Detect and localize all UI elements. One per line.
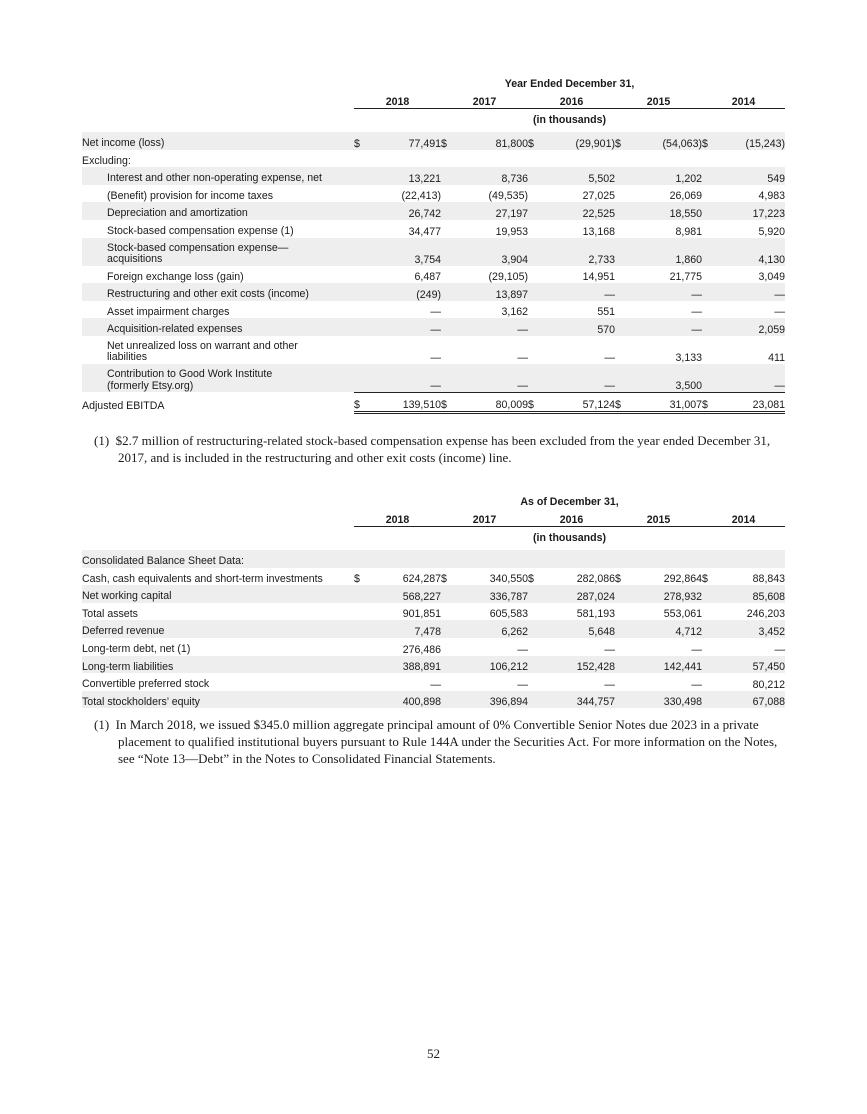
currency-symbol	[528, 603, 540, 621]
cell-value: 292,864	[663, 573, 702, 586]
cell-value: 22,525	[540, 202, 615, 220]
row-label: Consolidated Balance Sheet Data:	[82, 550, 346, 568]
row-label: Stock-based compensation expense— acquisitions	[82, 238, 346, 266]
cell-value: —	[366, 364, 441, 393]
currency-symbol	[615, 620, 627, 638]
cell-value: 3,049	[758, 271, 786, 284]
currency-symbol	[441, 220, 453, 238]
cell-value: 4,130	[714, 238, 785, 266]
row-label: Cash, cash equivalents and short-term investments	[82, 572, 323, 585]
cell-value: 26,069	[669, 190, 702, 203]
currency-symbol	[528, 167, 540, 185]
table-row	[82, 220, 785, 238]
currency-symbol	[615, 336, 627, 364]
row-label: Restructuring and other exit costs (income)	[82, 283, 346, 301]
currency-symbol	[354, 185, 366, 203]
year-header: 2017	[441, 508, 528, 526]
footnote-1	[94, 432, 786, 466]
row-label: Excluding:	[82, 154, 131, 167]
currency-symbol	[354, 301, 366, 319]
currency-symbol	[528, 656, 540, 674]
currency-symbol	[528, 318, 540, 336]
cell-value: 106,212	[453, 656, 528, 674]
cell-value: —	[517, 643, 528, 656]
footnote-marker: (1)	[94, 717, 110, 732]
currency-symbol	[702, 638, 714, 656]
units-label: (in thousands)	[533, 114, 606, 127]
currency-symbol	[615, 266, 627, 284]
cell-value: —	[604, 643, 615, 656]
row-label: Convertible preferred stock	[82, 678, 210, 691]
currency-symbol	[354, 283, 366, 301]
currency-symbol	[702, 167, 714, 185]
currency-symbol	[702, 301, 714, 319]
currency-symbol	[528, 364, 540, 393]
row-label: Foreign exchange loss (gain)	[107, 270, 244, 283]
currency-symbol	[441, 691, 453, 709]
table-row	[82, 673, 785, 691]
currency-symbol	[441, 266, 453, 284]
cell-value: 570	[540, 318, 615, 336]
currency-symbol	[615, 301, 627, 319]
currency-symbol	[354, 318, 366, 336]
cell-value: 139,510	[366, 392, 441, 412]
table-title: Year Ended December 31,	[504, 78, 635, 90]
currency-symbol	[441, 202, 453, 220]
cell-value: 276,486	[402, 643, 441, 656]
cell-value: 21,775	[669, 271, 702, 284]
cell-value: 13,168	[582, 225, 615, 238]
cell-value: (49,535)	[488, 190, 528, 203]
year-header: 2018	[354, 90, 441, 108]
cell-value: 27,025	[582, 190, 615, 203]
currency-symbol	[615, 585, 627, 603]
currency-symbol	[441, 336, 453, 364]
currency-symbol	[528, 550, 540, 568]
cell-value: —	[517, 678, 528, 691]
currency-symbol	[354, 238, 366, 266]
cell-value	[366, 150, 441, 168]
currency-symbol	[354, 150, 366, 168]
cell-value: 246,203	[746, 608, 786, 621]
cell-value: 7,478	[366, 620, 441, 638]
cell-value: —	[430, 351, 441, 364]
currency-symbol	[441, 656, 453, 674]
cell-value: 344,757	[540, 691, 615, 709]
footnote-marker: (1)	[94, 433, 110, 448]
cell-value: —	[714, 283, 785, 301]
cell-value: 388,891	[366, 656, 441, 674]
currency-symbol	[615, 638, 627, 656]
cell-value: —	[604, 678, 615, 691]
currency-symbol	[441, 283, 453, 301]
currency-symbol	[441, 167, 453, 185]
currency-symbol	[615, 202, 627, 220]
currency-symbol: $	[441, 132, 453, 150]
cell-value: 5,920	[758, 225, 786, 238]
footnote-text: In March 2018, we issued $345.0 million aggregate principal amount of 0% Convertible Senior Notes due 2023 in a private placement to qualified institutional buyers pursuant to Rule 144A under the Securities Act. For more information on the Notes, see “Note 13—Debt” in the Notes to Consolidated Financial Statements.	[115, 717, 778, 766]
currency-symbol	[702, 336, 714, 364]
currency-symbol	[354, 603, 366, 621]
cell-value: (15,243)	[714, 132, 785, 150]
cell-value: 1,860	[627, 238, 702, 266]
row-label: (Benefit) provision for income taxes	[107, 189, 274, 202]
table-row	[82, 364, 785, 393]
year-header: 2015	[615, 90, 702, 108]
cell-value: 57,124	[540, 392, 615, 412]
table-row	[82, 568, 785, 586]
currency-symbol	[528, 620, 540, 638]
row-label: Acquisition-related expenses	[82, 318, 346, 336]
currency-symbol	[702, 620, 714, 638]
cell-value: 13,221	[366, 167, 441, 185]
cell-value: 81,800	[453, 132, 528, 150]
currency-symbol: $	[354, 573, 360, 586]
row-label: Long-term debt, net (1)	[82, 643, 191, 656]
table-row	[82, 202, 785, 220]
footnote-text: $2.7 million of restructuring-related stock-based compensation expense has been excluded from the year ended December 31, 2017, and is included in the restructuring and other exit costs (income) line.	[115, 433, 771, 465]
cell-value: 624,287	[402, 573, 441, 586]
cell-value: —	[627, 283, 702, 301]
currency-symbol: $	[615, 573, 621, 586]
cell-value: 340,550	[489, 573, 528, 586]
table-title: As of December 31,	[520, 496, 619, 508]
table-row	[82, 336, 785, 364]
cell-value: 549	[714, 167, 785, 185]
year-header: 2016	[528, 90, 615, 108]
row-label: Adjusted EBITDA	[82, 399, 165, 412]
currency-symbol: $	[354, 392, 366, 412]
currency-symbol	[615, 691, 627, 709]
units-label: (in thousands)	[533, 532, 607, 545]
cell-value: 551	[597, 306, 615, 319]
currency-symbol	[441, 150, 453, 168]
footnote-2	[94, 716, 786, 767]
currency-symbol: $	[354, 132, 366, 150]
currency-symbol	[702, 150, 714, 168]
currency-symbol	[528, 150, 540, 168]
table-row	[82, 620, 785, 638]
cell-value	[627, 550, 702, 568]
row-label: Net unrealized loss on warrant and other liabilities	[107, 339, 298, 364]
cell-value: (54,063)	[627, 132, 702, 150]
cell-value: 5,648	[540, 620, 615, 638]
table-row	[82, 185, 785, 203]
currency-symbol	[528, 220, 540, 238]
currency-symbol	[702, 656, 714, 674]
cell-value	[453, 150, 528, 168]
cell-value: 80,212	[752, 678, 786, 691]
currency-symbol	[354, 220, 366, 238]
currency-symbol	[615, 283, 627, 301]
cell-value: —	[774, 643, 786, 656]
cell-value: 13,897	[453, 283, 528, 301]
table-row	[82, 283, 785, 301]
row-label: Total stockholders’ equity	[82, 691, 346, 709]
currency-symbol	[615, 318, 627, 336]
cell-value: 57,450	[714, 656, 785, 674]
cell-value: 581,193	[576, 608, 615, 621]
currency-symbol	[615, 656, 627, 674]
currency-symbol	[354, 202, 366, 220]
row-label: Net income (loss)	[82, 132, 346, 150]
cell-value: 19,953	[495, 225, 528, 238]
currency-symbol	[702, 364, 714, 393]
cell-value: 34,477	[408, 225, 441, 238]
cell-value: (249)	[366, 283, 441, 301]
currency-symbol: $	[528, 132, 540, 150]
cell-value: —	[627, 318, 702, 336]
row-label: Depreciation and amortization	[82, 202, 346, 220]
currency-symbol	[615, 603, 627, 621]
cell-value: 330,498	[627, 691, 702, 709]
cell-value: 3,452	[714, 620, 785, 638]
cell-value: —	[366, 318, 441, 336]
table-row	[82, 550, 785, 568]
currency-symbol	[615, 673, 627, 691]
year-header: 2018	[354, 508, 441, 526]
cell-value: 6,487	[414, 271, 441, 284]
cell-value: 6,262	[453, 620, 528, 638]
cell-value: 568,227	[366, 585, 441, 603]
adjusted-ebitda-table	[82, 72, 785, 414]
cell-value: —	[453, 318, 528, 336]
currency-symbol: $	[702, 573, 708, 586]
table-row	[82, 603, 785, 621]
row-label: Stock-based compensation expense (1)	[107, 225, 294, 238]
currency-symbol	[615, 167, 627, 185]
row-label: Total assets	[82, 607, 138, 620]
cell-value: —	[517, 351, 528, 364]
table-row	[82, 585, 785, 603]
currency-symbol	[702, 202, 714, 220]
cell-value: —	[430, 306, 441, 319]
currency-symbol	[702, 318, 714, 336]
year-header: 2014	[702, 90, 785, 108]
cell-value: 18,550	[627, 202, 702, 220]
currency-symbol	[441, 318, 453, 336]
currency-symbol	[528, 238, 540, 266]
currency-symbol	[441, 550, 453, 568]
currency-symbol	[441, 185, 453, 203]
year-header: 2017	[441, 90, 528, 108]
cell-value: 8,981	[675, 225, 702, 238]
currency-symbol	[441, 603, 453, 621]
cell-value: 605,583	[489, 608, 528, 621]
cell-value: —	[774, 306, 786, 319]
currency-symbol: $	[615, 392, 627, 412]
currency-symbol	[528, 283, 540, 301]
cell-value: 27,197	[453, 202, 528, 220]
table-row	[82, 167, 785, 185]
cell-value: (29,105)	[488, 271, 528, 284]
currency-symbol: $	[528, 392, 540, 412]
cell-value: —	[430, 678, 441, 691]
cell-value	[714, 550, 785, 568]
currency-symbol	[528, 638, 540, 656]
currency-symbol: $	[615, 132, 627, 150]
currency-symbol	[354, 638, 366, 656]
table-row	[82, 238, 785, 266]
currency-symbol	[528, 673, 540, 691]
row-label: Contribution to Good Work Institute (formerly Etsy.org)	[82, 364, 346, 393]
currency-symbol: $	[702, 132, 714, 150]
currency-symbol	[615, 150, 627, 168]
table-row	[82, 638, 785, 656]
cell-value: 88,843	[752, 573, 786, 586]
currency-symbol	[702, 185, 714, 203]
currency-symbol	[702, 585, 714, 603]
cell-value: 282,086	[576, 573, 615, 586]
cell-value	[714, 150, 785, 168]
cell-value: 14,951	[582, 271, 615, 284]
cell-value	[453, 550, 528, 568]
cell-value	[627, 150, 702, 168]
currency-symbol	[528, 301, 540, 319]
cell-value: —	[604, 351, 615, 364]
cell-value: 901,851	[402, 608, 441, 621]
currency-symbol: $	[441, 573, 447, 586]
currency-symbol	[354, 167, 366, 185]
currency-symbol: $	[528, 573, 534, 586]
cell-value	[540, 150, 615, 168]
cell-value: (22,413)	[401, 190, 441, 203]
cell-value: 287,024	[540, 585, 615, 603]
cell-value: 142,441	[627, 656, 702, 674]
cell-value: 4,712	[627, 620, 702, 638]
table-row	[82, 656, 785, 674]
currency-symbol	[528, 185, 540, 203]
currency-symbol: $	[441, 392, 453, 412]
cell-value: 3,162	[501, 306, 528, 319]
cell-value: 3,904	[453, 238, 528, 266]
currency-symbol	[702, 283, 714, 301]
currency-symbol	[441, 238, 453, 266]
row-label: Deferred revenue	[82, 620, 346, 638]
cell-value: 400,898	[366, 691, 441, 709]
cell-value: —	[540, 364, 615, 393]
row-label: Net working capital	[82, 585, 346, 603]
cell-value: 411	[768, 351, 786, 364]
currency-symbol	[528, 691, 540, 709]
table-row	[82, 150, 785, 168]
cell-value: 26,742	[366, 202, 441, 220]
cell-value: (29,901)	[540, 132, 615, 150]
currency-symbol: $	[702, 392, 714, 412]
cell-value: 3,133	[675, 351, 702, 364]
cell-value: 2,733	[540, 238, 615, 266]
cell-value: 85,608	[714, 585, 785, 603]
currency-symbol	[615, 185, 627, 203]
currency-symbol	[354, 620, 366, 638]
cell-value: 80,009	[453, 392, 528, 412]
currency-symbol	[354, 691, 366, 709]
cell-value: 23,081	[714, 392, 785, 412]
cell-value: 396,894	[453, 691, 528, 709]
currency-symbol	[441, 364, 453, 393]
row-label: Asset impairment charges	[107, 305, 230, 318]
page-number: 52	[427, 1046, 440, 1061]
cell-value: 31,007	[627, 392, 702, 412]
currency-symbol	[441, 673, 453, 691]
cell-value: —	[453, 364, 528, 393]
table-row	[82, 301, 785, 319]
currency-symbol	[615, 238, 627, 266]
cell-value: —	[691, 643, 702, 656]
cell-value: 77,491	[366, 132, 441, 150]
cell-value	[366, 550, 441, 568]
cell-value: 336,787	[453, 585, 528, 603]
cell-value	[540, 550, 615, 568]
currency-symbol	[354, 656, 366, 674]
currency-symbol	[528, 202, 540, 220]
cell-value: 553,061	[663, 608, 702, 621]
currency-symbol	[615, 364, 627, 393]
table-row	[82, 266, 785, 284]
currency-symbol	[354, 673, 366, 691]
currency-symbol	[702, 550, 714, 568]
currency-symbol	[528, 266, 540, 284]
cell-value: 17,223	[714, 202, 785, 220]
cell-value: —	[540, 283, 615, 301]
currency-symbol	[354, 266, 366, 284]
currency-symbol	[702, 238, 714, 266]
currency-symbol	[702, 266, 714, 284]
year-header: 2016	[528, 508, 615, 526]
cell-value: —	[691, 678, 702, 691]
table-row	[82, 132, 785, 150]
cell-value: —	[691, 306, 702, 319]
currency-symbol	[702, 220, 714, 238]
currency-symbol	[615, 550, 627, 568]
currency-symbol	[354, 585, 366, 603]
cell-value: 4,983	[758, 190, 786, 203]
row-label: Long-term liabilities	[82, 656, 346, 674]
table-row	[82, 691, 785, 709]
table-row	[82, 392, 785, 412]
cell-value: 1,202	[627, 167, 702, 185]
currency-symbol	[441, 638, 453, 656]
cell-value: 3,754	[366, 238, 441, 266]
currency-symbol	[354, 364, 366, 393]
cell-value: 2,059	[714, 318, 785, 336]
row-label: Interest and other non-operating expense, net	[82, 167, 346, 185]
currency-symbol	[441, 620, 453, 638]
cell-value: —	[714, 364, 785, 393]
year-header: 2014	[702, 508, 785, 526]
currency-symbol	[441, 301, 453, 319]
cell-value: 8,736	[453, 167, 528, 185]
currency-symbol	[702, 603, 714, 621]
currency-symbol	[615, 220, 627, 238]
balance-sheet-table	[82, 490, 785, 708]
cell-value: 67,088	[714, 691, 785, 709]
currency-symbol	[354, 336, 366, 364]
currency-symbol	[528, 585, 540, 603]
currency-symbol	[354, 550, 366, 568]
cell-value: 278,932	[627, 585, 702, 603]
year-header: 2015	[615, 508, 702, 526]
currency-symbol	[702, 691, 714, 709]
cell-value: 152,428	[540, 656, 615, 674]
currency-symbol	[702, 673, 714, 691]
cell-value: 3,500	[627, 364, 702, 393]
table-row	[82, 318, 785, 336]
currency-symbol	[441, 585, 453, 603]
currency-symbol	[528, 336, 540, 364]
cell-value: 5,502	[540, 167, 615, 185]
